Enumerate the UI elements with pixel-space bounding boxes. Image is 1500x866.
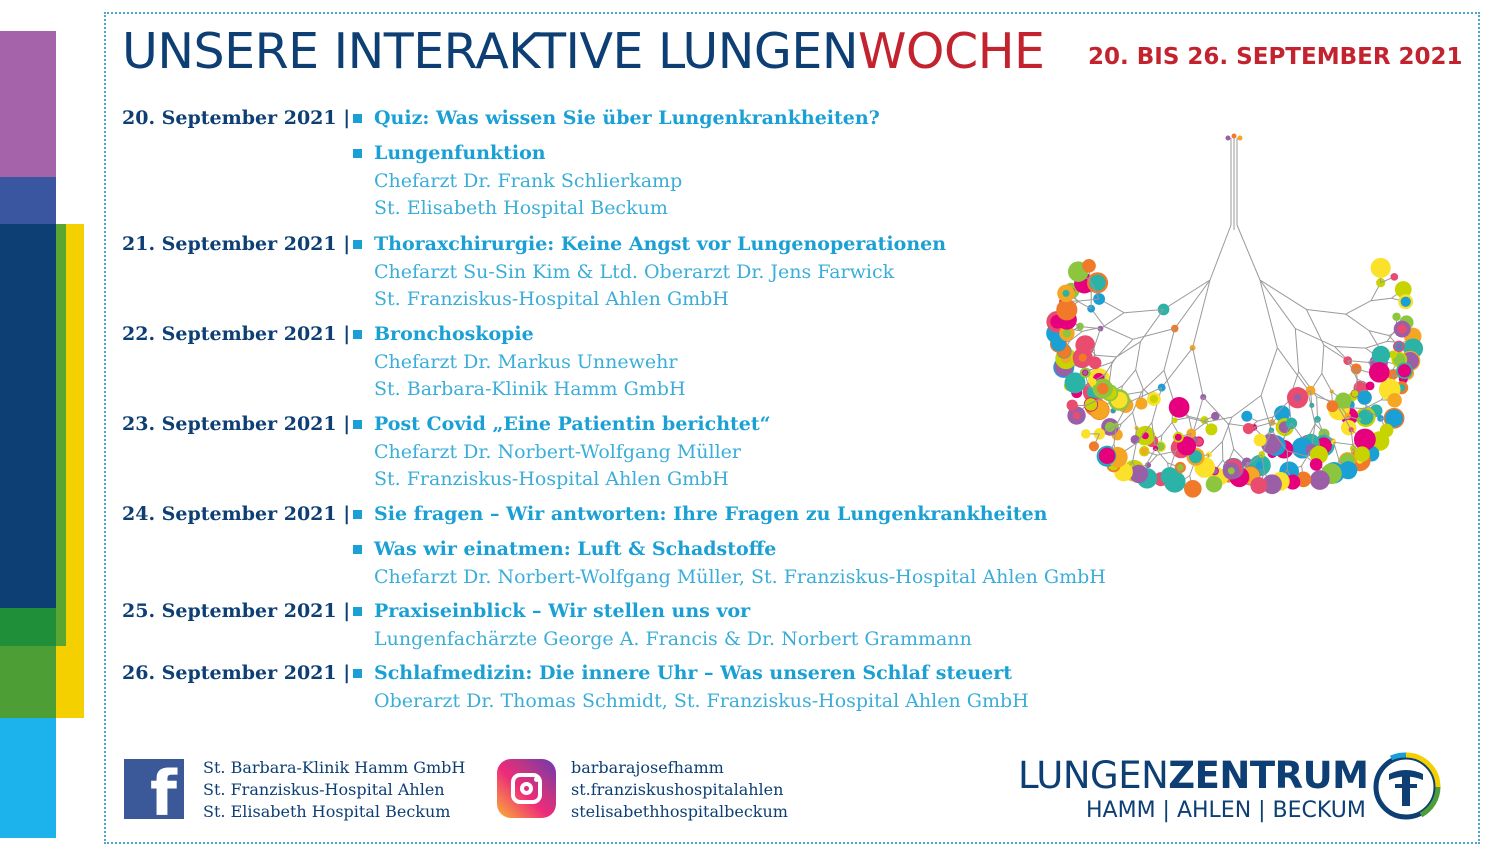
event-date: 22. September 2021 |	[122, 323, 351, 345]
event-date: 23. September 2021 |	[122, 413, 351, 435]
stripe-light-green	[0, 646, 56, 718]
date-range-subtitle: 20. BIS 26. SEPTEMBER 2021	[1088, 44, 1463, 70]
event-title: Bronchoskopie	[374, 323, 534, 345]
title-part-1: UNSERE INTERAKTIVE LUNGEN	[122, 23, 858, 80]
lungs-illustration	[1025, 130, 1445, 540]
bullet-icon	[353, 420, 362, 429]
bullet-icon	[353, 545, 362, 554]
instagram-handle[interactable]: stelisabethhospitalbeckum	[571, 802, 788, 821]
event-detail: St. Franziskus-Hospital Ahlen GmbH	[374, 468, 729, 490]
stripe-light-blue	[0, 718, 56, 838]
event-title: Lungenfunktion	[374, 142, 546, 164]
logo-wordmark	[1018, 754, 1368, 798]
facebook-line: St. Franziskus-Hospital Ahlen	[203, 780, 445, 799]
instagram-icon[interactable]	[497, 759, 556, 818]
event-detail: Lungenfachärzte George A. Francis & Dr. Norbert Grammann	[374, 628, 972, 650]
event-date: 25. September 2021 |	[122, 600, 351, 622]
event-date: 21. September 2021 |	[122, 233, 351, 255]
event-title: Schlafmedizin: Die innere Uhr – Was unseren Schlaf steuert	[374, 662, 1013, 684]
event-date: 24. September 2021 |	[122, 503, 351, 525]
bullet-icon	[353, 240, 362, 249]
bullet-icon	[353, 510, 362, 519]
event-detail: Chefarzt Dr. Frank Schlierkamp	[374, 170, 683, 192]
bullet-icon	[353, 114, 362, 123]
event-detail: St. Franziskus-Hospital Ahlen GmbH	[374, 288, 729, 310]
bullet-icon	[353, 149, 362, 158]
event-detail: Chefarzt Dr. Norbert-Wolfgang Müller	[374, 441, 741, 463]
event-detail: Oberarzt Dr. Thomas Schmidt, St. Franziskus-Hospital Ahlen GmbH	[374, 690, 1029, 712]
event-detail: Chefarzt Su-Sin Kim & Ltd. Oberarzt Dr. Jens Farwick	[374, 261, 895, 283]
event-detail: Chefarzt Dr. Norbert-Wolfgang Müller, St. Franziskus-Hospital Ahlen GmbH	[374, 566, 1106, 588]
event-detail: Chefarzt Dr. Markus Unnewehr	[374, 351, 678, 373]
event-date: 20. September 2021 |	[122, 107, 351, 129]
logo-part-1: LUNGEN	[1018, 754, 1169, 797]
stripe-dark-green	[0, 608, 56, 646]
logo-locations: HAMM | AHLEN | BECKUM	[1086, 798, 1366, 823]
event-date: 26. September 2021 |	[122, 662, 351, 684]
facebook-line: St. Elisabeth Hospital Beckum	[203, 802, 451, 821]
event-title: Post Covid „Eine Patientin berichtet“	[374, 413, 771, 435]
facebook-icon[interactable]: f	[124, 759, 184, 819]
bullet-icon	[353, 330, 362, 339]
event-title: Quiz: Was wissen Sie über Lungenkrankheiten?	[374, 107, 880, 129]
event-detail: St. Barbara-Klinik Hamm GmbH	[374, 378, 686, 400]
lungenzentrum-emblem-icon	[1371, 752, 1441, 822]
stripe-purple	[0, 31, 56, 177]
bullet-icon	[353, 607, 362, 616]
stripe-indigo	[0, 177, 56, 224]
page-title	[122, 18, 1045, 86]
facebook-address-block	[203, 757, 465, 823]
facebook-line: St. Barbara-Klinik Hamm GmbH	[203, 758, 466, 777]
event-title: Was wir einatmen: Luft & Schadstoffe	[374, 538, 777, 560]
bullet-icon	[353, 669, 362, 678]
instagram-handles-block	[571, 757, 788, 823]
instagram-handle[interactable]: barbarajosefhamm	[571, 758, 724, 777]
title-part-2: WOCHE	[857, 23, 1045, 80]
event-title: Sie fragen – Wir antworten: Ihre Fragen zu Lungenkrankheiten	[374, 503, 1048, 525]
event-detail: St. Elisabeth Hospital Beckum	[374, 197, 668, 219]
stripe-navy	[0, 224, 56, 608]
stripe-green	[56, 224, 66, 646]
instagram-handle[interactable]: st.franziskushospitalahlen	[571, 780, 784, 799]
event-title: Thoraxchirurgie: Keine Angst vor Lungenoperationen	[374, 233, 947, 255]
logo-part-2: ZENTRUM	[1168, 754, 1369, 797]
event-title: Praxiseinblick – Wir stellen uns vor	[374, 600, 751, 622]
